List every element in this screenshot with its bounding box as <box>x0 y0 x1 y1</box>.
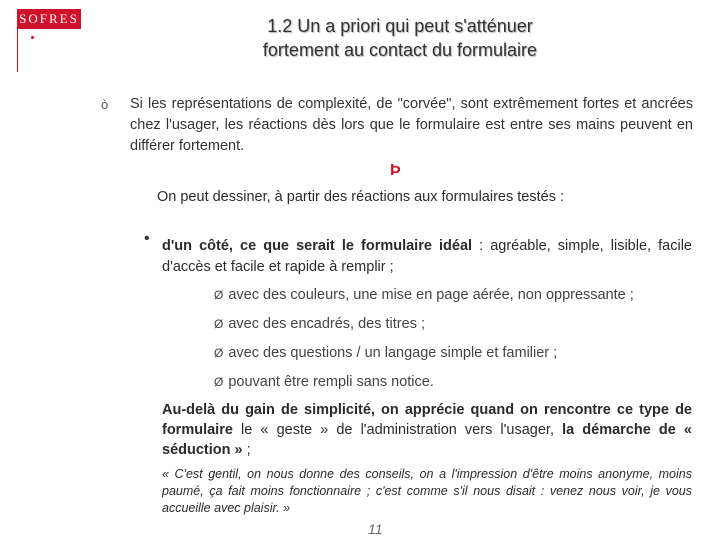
sub-item <box>214 287 634 303</box>
slide-title <box>150 14 650 62</box>
title-line-1: 1.2 Un a priori qui peut s'atténuer <box>267 16 533 36</box>
arrow-marker-icon: Ø <box>214 317 224 331</box>
ideal-rest-text: : agréable, simple, lisible, facile d'accès et facile et rapide à remplir ; <box>162 238 692 275</box>
intro-text: Si les représentations de complexité, de "corvée", sont extrêmement fortes et ancrées chez l'usager, les réactions dès lors que le formulaire est entre ses mains peuvent en différer fortement. <box>130 96 693 154</box>
sub-item-text: avec des couleurs, une mise en page aérée, non oppressante ; <box>228 287 634 303</box>
intro-bullet-icon: ò <box>101 97 109 112</box>
lead-sentence: On peut dessiner, à partir des réactions aux formulaires testés : <box>157 189 565 205</box>
arrow-marker-icon: Ø <box>214 346 224 360</box>
sub-item-text: avec des questions / un langage simple et familier ; <box>228 345 558 361</box>
ideal-bold-text: d'un côté, ce que serait le formulaire idéal <box>162 238 473 254</box>
beyond-part-2: le « geste » de l'administration vers l'usager, <box>232 422 563 438</box>
ideal-paragraph <box>162 236 692 278</box>
logo-dot <box>31 36 34 39</box>
logo-vertical-line <box>17 29 18 72</box>
beyond-part-1: Au-delà du gain de simplicité, on apprécie quand on rencontre ce type de formulaire <box>162 402 692 438</box>
implies-arrow-icon: Þ <box>390 162 401 179</box>
beyond-paragraph <box>162 400 692 460</box>
arrow-marker-icon: Ø <box>214 288 224 302</box>
sub-item <box>214 316 425 332</box>
sub-item-text: pouvant être rempli sans notice. <box>228 374 434 390</box>
beyond-part-4: ; <box>242 442 251 458</box>
title-line-2: fortement au contact du formulaire <box>262 40 538 60</box>
intro-paragraph <box>101 94 693 157</box>
arrow-marker-icon: Ø <box>214 375 224 389</box>
user-quote: « C'est gentil, on nous donne des conseils, on a l'impression d'être moins anonyme, moins paumé, ça fait moins fonctionnaire ; c'est comme s'il nous disait : venez nous voir, je vous accueille avec plaisir. » <box>162 467 692 515</box>
sub-item <box>214 374 434 390</box>
sub-item-text: avec des encadrés, des titres ; <box>228 316 425 332</box>
page-number: 11 <box>368 521 383 537</box>
sofres-logo <box>17 9 81 72</box>
sub-item <box>214 345 557 361</box>
ideal-bullet-icon: • <box>144 230 150 247</box>
logo-text: SOFRES <box>17 9 81 29</box>
beyond-part-3: la démarche de « séduction » <box>162 422 692 458</box>
